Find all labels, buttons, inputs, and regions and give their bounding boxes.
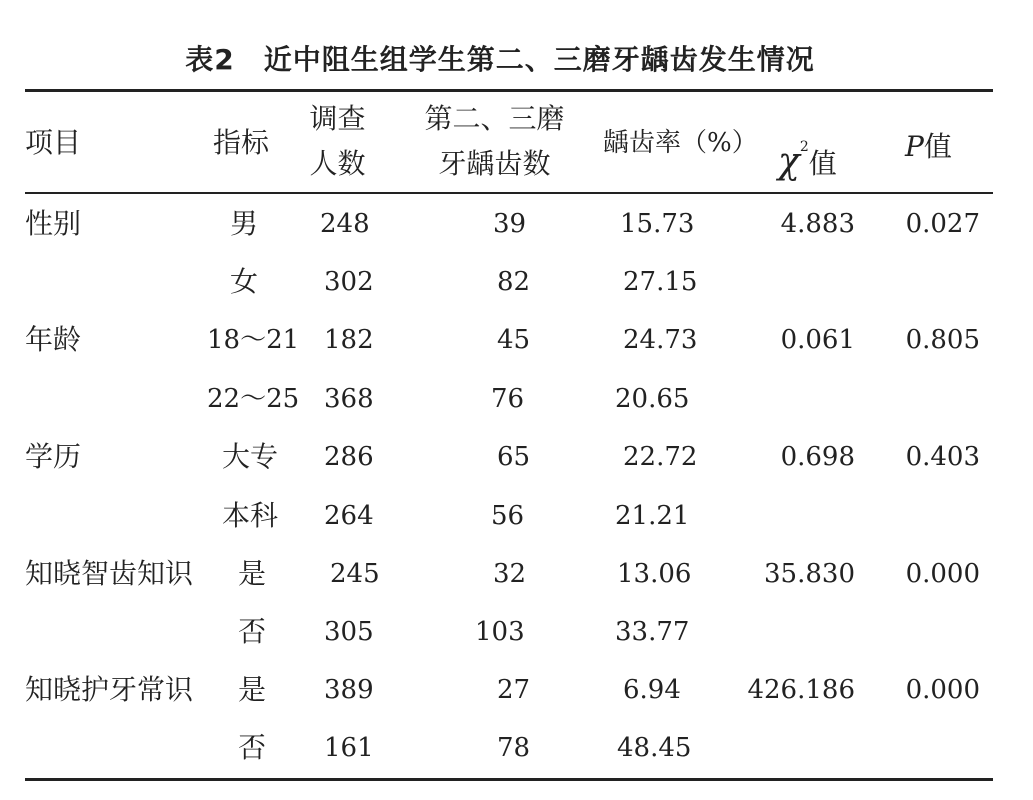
cell-count: 32 (493, 559, 527, 589)
cell-item: 知晓护牙常识 (25, 673, 194, 706)
chi-symbol: χ (778, 141, 800, 182)
cell-count: 65 (497, 442, 531, 472)
cell-p: 0.027 (905, 209, 980, 239)
cell-rate: 33.77 (615, 617, 690, 647)
header-chi-square (778, 126, 837, 185)
cell-indicator: 本科 (222, 499, 279, 532)
cell-count: 56 (491, 501, 525, 531)
cell-count: 39 (493, 209, 527, 239)
cell-surveyed: 305 (324, 617, 374, 647)
header-caries-count-line1: 第二、三磨 (424, 102, 565, 135)
header-surveyed-line2: 人数 (309, 147, 366, 180)
cell-indicator: 男 (230, 207, 259, 240)
cell-rate: 48.45 (617, 733, 692, 763)
cell-surveyed: 368 (324, 384, 374, 414)
cell-indicator: 18～21 (207, 325, 300, 355)
cell-p: 0.805 (905, 325, 980, 355)
cell-surveyed: 161 (324, 733, 374, 763)
header-rule (25, 192, 993, 194)
header-p-value (905, 126, 952, 168)
cell-rate: 15.73 (620, 209, 695, 239)
cell-indicator: 否 (238, 615, 267, 648)
cell-rate: 24.73 (623, 325, 698, 355)
cell-p: 0.000 (905, 559, 980, 589)
cell-rate: 22.72 (623, 442, 698, 472)
cell-rate: 21.21 (615, 501, 690, 531)
header-caries-rate: 龋齿率（%） (603, 128, 758, 158)
header-indicator: 指标 (213, 126, 270, 159)
cell-surveyed: 245 (330, 559, 380, 589)
bottom-rule (25, 778, 993, 781)
chi-superscript: 2 (799, 139, 809, 155)
cell-count: 27 (497, 675, 531, 705)
cell-rate: 20.65 (615, 384, 690, 414)
cell-rate: 6.94 (623, 675, 681, 705)
cell-count: 45 (497, 325, 531, 355)
cell-chi2: 0.061 (780, 325, 855, 355)
cell-rate: 13.06 (617, 559, 692, 589)
cell-chi2: 0.698 (780, 442, 855, 472)
cell-count: 103 (475, 617, 525, 647)
table-title: 表2 近中阻生组学生第二、三磨牙龋齿发生情况 (185, 43, 815, 76)
header-surveyed-line1: 调查 (309, 102, 366, 135)
top-rule (25, 89, 993, 92)
cell-p: 0.403 (905, 442, 980, 472)
cell-indicator: 22～25 (207, 384, 300, 414)
cell-count: 76 (491, 384, 525, 414)
cell-surveyed: 286 (324, 442, 374, 472)
cell-indicator: 大专 (222, 440, 279, 473)
cell-surveyed: 264 (324, 501, 374, 531)
cell-surveyed: 182 (324, 325, 374, 355)
cell-count: 82 (497, 267, 531, 297)
chi-suffix: 值 (808, 147, 837, 180)
cell-item: 学历 (25, 440, 82, 473)
cell-rate: 27.15 (623, 267, 698, 297)
cell-item: 年龄 (25, 323, 82, 356)
cell-chi2: 35.830 (764, 559, 855, 589)
cell-indicator: 否 (238, 731, 267, 764)
cell-indicator: 女 (230, 265, 259, 298)
cell-count: 78 (497, 733, 531, 763)
header-caries-count-line2: 牙龋齿数 (438, 147, 551, 180)
cell-item: 性别 (25, 207, 82, 240)
cell-surveyed: 302 (324, 267, 374, 297)
cell-indicator: 是 (238, 557, 267, 590)
header-item: 项目 (25, 126, 82, 159)
cell-item: 知晓智齿知识 (25, 557, 194, 590)
cell-indicator: 是 (238, 673, 267, 706)
cell-chi2: 426.186 (747, 675, 855, 705)
cell-chi2: 4.883 (780, 209, 855, 239)
cell-surveyed: 248 (320, 209, 370, 239)
p-symbol: P (905, 130, 924, 163)
p-suffix: 值 (923, 130, 952, 163)
cell-surveyed: 389 (324, 675, 374, 705)
cell-p: 0.000 (905, 675, 980, 705)
